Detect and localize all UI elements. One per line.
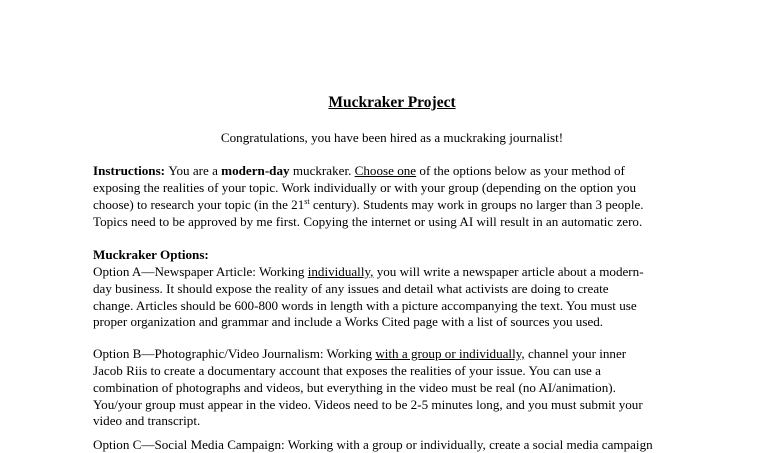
ordinal-superscript: st [304, 197, 310, 206]
choose-one-emphasis: Choose one [354, 163, 417, 178]
modern-day-emphasis: modern-day [221, 163, 290, 178]
individually-emphasis: individually, [307, 264, 374, 279]
instructions-line-3 [93, 196, 644, 213]
option-b-line-2: Jacob Riis to create a documentary account that exposes the realities of your issue. You can use a [93, 363, 601, 378]
option-b-text: Option B—Photographic/Video Journalism: Working [93, 346, 376, 361]
option-b-line-3: combination of photographs and videos, but everything in the video must be real (no AI/animation). [93, 380, 616, 395]
instructions-line-4: Topics need to be approved by me first. Copying the internet or using AI will result in an automatic zero. [93, 214, 643, 229]
subtitle: Congratulations, you have been hired as a muckraking journalist! [220, 130, 564, 145]
option-a-line-2: day business. It should expose the reality of any issues and detail what activists are doing to create [93, 281, 609, 296]
instructions-text: muckraker. [289, 163, 355, 178]
instructions-text: choose) to research your topic (in the 21 [93, 197, 305, 212]
option-a-text: you will write a newspaper article about a modern- [373, 264, 644, 279]
option-b-line-4: You/your group must appear in the video. Videos need to be 2-5 minutes long, and you must submit your [93, 397, 643, 412]
option-a-line-4: proper organization and grammar and include a Works Cited page with a list of sources you used. [93, 314, 604, 329]
options-heading: Muckraker Options: [93, 247, 209, 262]
instructions-label: Instructions: [93, 163, 166, 178]
cut-off-line [93, 436, 693, 452]
option-b-line-1 [93, 345, 626, 362]
option-b-text: channel your inner [524, 346, 627, 361]
instructions-text: century). Students may work in groups no larger than 3 people. [309, 197, 644, 212]
instructions-line-2: exposing the realities of your topic. Work individually or with your group (depending on the option you [93, 180, 637, 195]
option-a-line-3: change. Articles should be 600-800 words in length with a picture accompanying the text. You must use [93, 298, 637, 313]
option-a-text: Option A—Newspaper Article: Working [93, 264, 308, 279]
option-b-line-5: video and transcript. [93, 413, 201, 428]
group-or-individually-emphasis: with a group or individually, [375, 346, 525, 361]
cut-off-text: Option C—Social Media Campaign: Working with a group or individually, create a social media campaign [93, 437, 653, 452]
option-a-line-1 [93, 263, 644, 280]
instructions-text: of the options below as your method of [416, 163, 625, 178]
instructions-text: You are a [168, 163, 222, 178]
page-title: Muckraker Project [328, 94, 456, 111]
instructions-line-1 [93, 162, 625, 179]
